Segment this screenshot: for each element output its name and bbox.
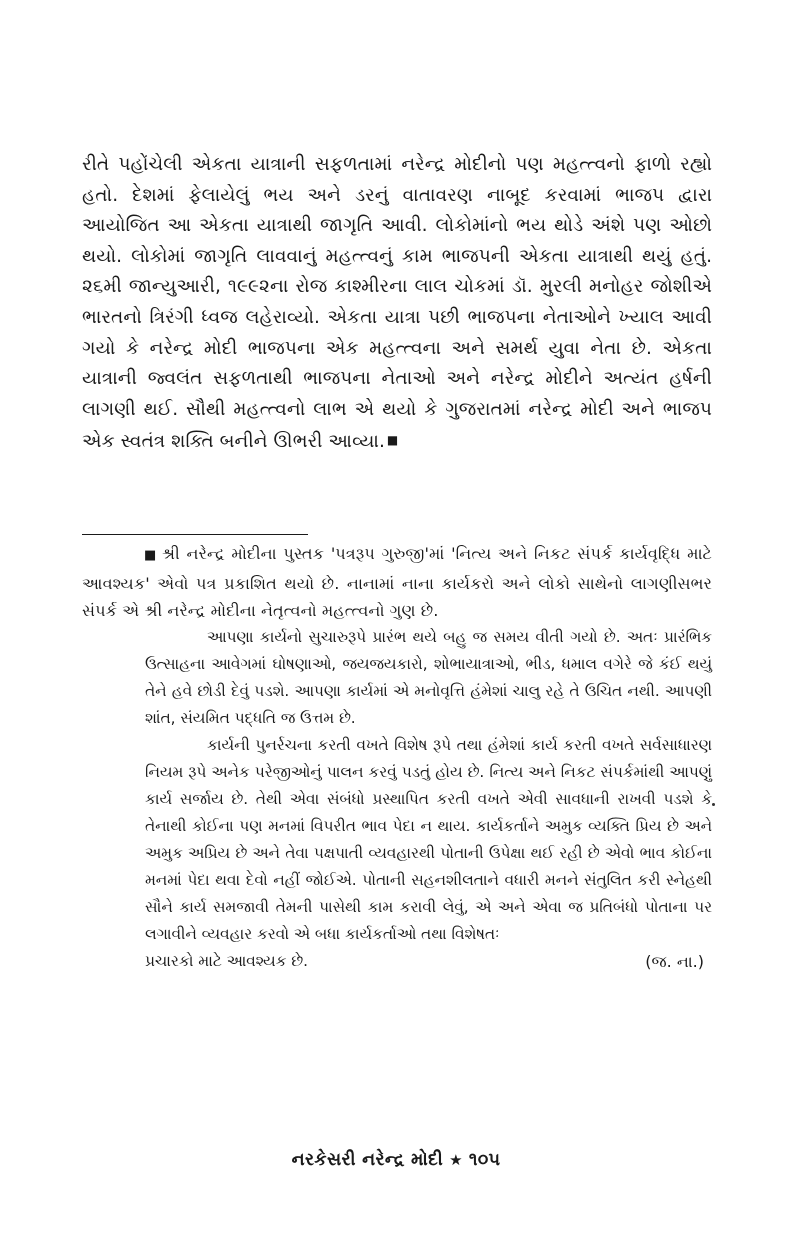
footnote-text: શ્રી નરેન્દ્ર મોદીના પુસ્તક 'પત્રરૂપ ગુરુજી'માં 'નિત્ય અને નિકટ સંપર્ક કાર્યવૃદ્ધિ માટે આવશ્યક' એવો પત્ર પ્રકાશિત થયો છે. નાનામાં નાના કાર્યકરો અને લોકો સાથેનો લાગણીસભર સંપર્ક એ શ્રી નરેન્દ્ર મોદીના નેતૃત્વનો મહત્ત્વનો ગુણ છે. <box>82 544 712 620</box>
quoted-letter <box>145 624 712 975</box>
quote-last-line: પ્રચારકો માટે આવશ્યક છે. <box>145 952 308 970</box>
footnote-bullet: ■ <box>144 548 158 563</box>
stray-dot <box>712 803 715 806</box>
page-footer <box>0 1150 792 1170</box>
quote-paragraph-2: કાર્યની પુનર્રચના કરતી વખતે વિશેષ રૂપે તથા હંમેશાં કાર્ય કરતી વખતે સર્વસાધારણ નિયમ રૂપે અનેક પરેજીઓનું પાલન કરવું પડતું હોય છે. નિત્ય અને નિકટ સંપર્કમાંથી આપણું કાર્ય સર્જાય છે. તેથી એવા સંબંધો પ્રસ્થાપિત કરતી વખતે એવી સાવધાની રાખવી પડશે કે તેનાથી કોઈના પણ મનમાં વિપરીત ભાવ પેદા ન થાય. કાર્યકર્તાને અમુક વ્યક્તિ પ્રિય છે અને અમુક અપ્રિય છે અને તેવા પક્ષપાતી વ્યવહારથી પોતાની ઉપેક્ષા થઈ રહી છે એવો ભાવ કોઈના મનમાં પેદા થવા દેવો નહીં જોઈએ. પોતાની સહનશીલતાને વધારી મનને સંતુલિત કરી સ્નેહથી સૌને કાર્ય સમજાવી તેમની પાસેથી કામ કરાવી લેવું, એ અને એવા જ પ્રતિબંધો પોતાના પર લગાવીને વ્યવહાર કરવો એ બધા કાર્યકર્તાઓ તથા વિશેષતઃ <box>145 736 712 943</box>
quote-paragraph-1: આપણા કાર્યનો સુચારુરૂપે પ્રારંભ થયે બહુ જ સમય વીતી ગયો છે. અતઃ પ્રારંભિક ઉત્સાહના આવેગમાં ઘોષણાઓ, જયજયકારો, શોભાયાત્રાઓ, ભીડ, ધમાલ વગેરે જે કંઈ થયું તેને હવે છોડી દેવું પડશે. આપણા કાર્યમાં એ મનોવૃત્તિ હંમેશાં ચાલુ રહે તે ઉચિત નથી. આપણી શાંત, સંયમિત પદ્ધતિ જ ઉત્તમ છે. <box>145 628 712 727</box>
quote-closing-line <box>145 948 712 975</box>
page-number: ૧૦૫ <box>468 1150 501 1170</box>
footnote-paragraph <box>82 540 712 625</box>
main-paragraph-text: રીતે પહોંચેલી એકતા યાત્રાની સફળતામાં નરેન્દ્ર મોદીનો પણ મહત્ત્વનો ફાળો રહ્યો હતો. દેશમાં ફેલાયેલું ભય અને ડરનું વાતાવરણ નાબૂદ કરવામાં ભાજપ દ્વારા આયોજિત આ એકતા યાત્રાથી જાગૃતિ આવી. લોકોમાંનો ભય થોડે અંશે પણ ઓછો થયો. લોકોમાં જાગૃતિ લાવવાનું મહત્ત્વનું કામ ભાજપની એકતા યાત્રાથી થયું હતું. ૨૬મી જાન્યુઆરી, ૧૯૯૨ના રોજ કાશ્મીરના લાલ ચોકમાં ડૉ. મુરલી મનોહર જોશીએ ભારતનો ત્રિરંગી ધ્વજ લહેરાવ્યો. એકતા યાત્રા પછી ભાજપના નેતાઓને ખ્યાલ આવી ગયો કે નરેન્દ્ર મોદી ભાજપના એક મહત્ત્વના અને સમર્થ યુવા નેતા છે. એકતા યાત્રાની જ્વલંત સફળતાથી ભાજપના નેતાઓ અને નરેન્દ્ર મોદીને અત્યંત હર્ષની લાગણી થઈ. સૌથી મહત્ત્વનો લાભ એ થયો કે ગુજરાતમાં નરેન્દ્ર મોદી અને ભાજપ એક સ્વતંત્ર શક્તિ બનીને ઊભરી આવ્યા. <box>82 154 712 453</box>
footnote-divider <box>82 534 308 535</box>
quote-signature: (જ. ના.) <box>645 952 704 971</box>
main-paragraph <box>82 150 712 458</box>
star-icon: ★ <box>449 1151 463 1169</box>
footer-book-title: નરકેસરી નરેન્દ્ર મોદી <box>291 1150 444 1170</box>
end-mark: ■ <box>386 433 399 448</box>
